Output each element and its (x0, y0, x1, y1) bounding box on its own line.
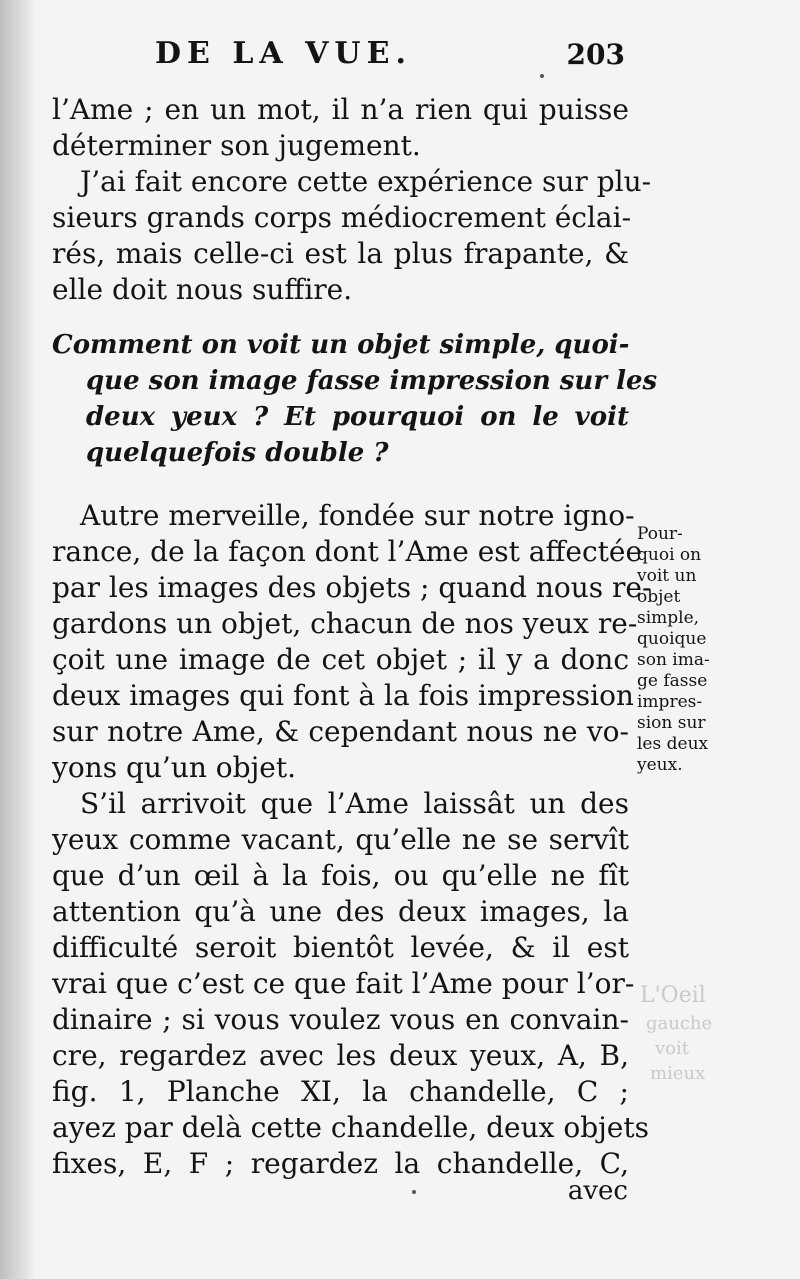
ink-speck (412, 1190, 416, 1194)
heading-line: quelquefois double ? (86, 438, 389, 468)
heading-line: que son image fasse impression sur les (86, 366, 658, 396)
heading-line: Comment on voit un objet simple, quoi- (52, 330, 630, 360)
margin-note (637, 524, 717, 776)
catchword: avec (567, 1176, 628, 1206)
text-line: deux images qui font à la fois impression (52, 679, 634, 712)
text-line: sur notre Ame, & cependant nous ne vo- (52, 715, 629, 748)
show-through-decoration: voit (655, 1038, 689, 1059)
text-line: çoit une image de cet objet ; il y a donc (52, 643, 629, 676)
page-header (155, 36, 625, 76)
show-through-decoration: L'Oeil (640, 983, 706, 1008)
margin-note-line: yeux. (637, 755, 683, 775)
text-line: l’Ame ; en un mot, il n’a rien qui puisse (52, 93, 629, 126)
body-text (52, 92, 658, 1182)
text-line: que d’un œil à la fois, ou qu’elle ne fît (52, 859, 629, 892)
text-line: ayez par delà cette chandelle, deux objets (52, 1111, 649, 1144)
margin-note-line: sion sur (637, 713, 706, 733)
text-line: yons qu’un objet. (52, 751, 296, 784)
text-line: rance, de la façon dont l’Ame est affectée (52, 535, 643, 568)
margin-note-line: les deux (637, 734, 709, 754)
text-line: Autre merveille, fondée sur notre igno- (80, 499, 635, 532)
text-line: déterminer son jugement. (52, 129, 421, 162)
margin-note-line: son ima- (637, 650, 710, 670)
text-line: dinaire ; si vous voulez vous en convain- (52, 1003, 629, 1036)
running-title: DE LA VUE. (155, 36, 412, 71)
text-line: yeux comme vacant, qu’elle ne se servît (52, 823, 629, 856)
margin-note-line: objet (637, 587, 681, 607)
ink-speck (540, 74, 544, 78)
text-line: rés, mais celle-ci est la plus frapante, & (52, 237, 629, 270)
margin-note-line: voit un (637, 566, 697, 586)
text-line: J’ai fait encore cette expérience sur plu- (80, 165, 652, 198)
text-line: par les images des objets ; quand nous re- (52, 571, 652, 604)
margin-note-line: impres- (637, 692, 703, 712)
margin-note-line: Pour- (637, 524, 683, 544)
text-line: S’il arrivoit que l’Ame laissât un des (80, 787, 629, 820)
text-line: vrai que c’est ce que fait l’Ame pour l’or- (52, 967, 635, 1000)
text-line: fixes, E, F ; regardez la chandelle, C, (52, 1147, 629, 1180)
text-line: gardons un objet, chacun de nos yeux re- (52, 607, 638, 640)
show-through-decoration: mieux (650, 1063, 706, 1084)
text-line: fig. 1, Planche XI, la chandelle, C ; (52, 1075, 629, 1108)
show-through-decoration: gauche (646, 1013, 713, 1034)
margin-note-line: ge fasse (637, 671, 708, 691)
text-line: cre, regardez avec les deux yeux, A, B, (52, 1039, 629, 1072)
text-line: attention qu’à une des deux images, la (52, 895, 629, 928)
text-line: difficulté seroit bientôt levée, & il est (52, 931, 629, 964)
text-line: elle doit nous suffire. (52, 273, 353, 306)
text-line: sieurs grands corps médiocrement éclai- (52, 201, 632, 234)
margin-note-line: quoi on (637, 545, 702, 565)
margin-note-line: simple, (637, 608, 700, 628)
section-heading (52, 328, 658, 472)
page-number: 203 (566, 38, 625, 71)
heading-line: deux yeux ? Et pourquoi on le voit (86, 402, 629, 432)
page-gutter-shadow (0, 0, 36, 1279)
margin-note-line: quoique (637, 629, 707, 649)
